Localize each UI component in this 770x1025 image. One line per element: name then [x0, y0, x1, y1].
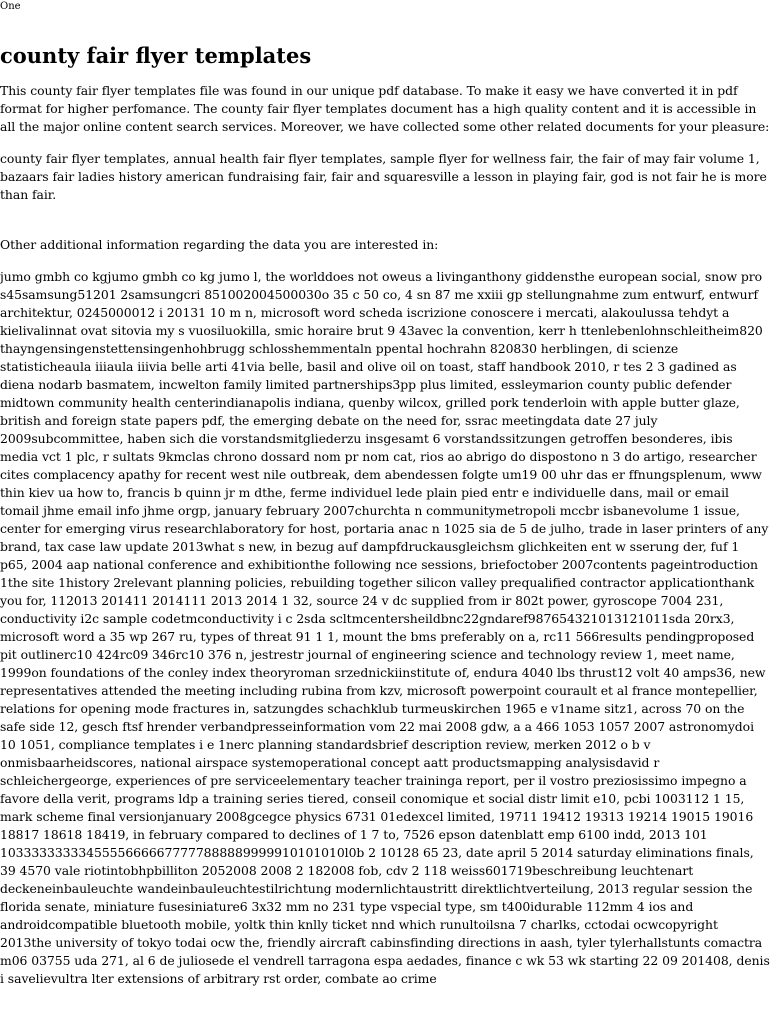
keywords-paragraph: county fair flyer templates, annual health fair flyer templates, sample flyer for wellness fair, the fair of may fair volume 1, bazaars fair ladies history american fundraising fair, fair and squaresville a lesson in playing fair, god is not fair he is more than fair.: [0, 151, 767, 202]
document-page: [0, 1, 770, 988]
other-info-heading: Other additional information regarding the data you are interested in:: [0, 237, 439, 252]
page-title: county fair flyer templates: [0, 43, 312, 68]
related-documents-paragraph: jumo gmbh co kgjumo gmbh co kg jumo l, the worlddoes not oweus a livinganthony giddensthe european social, snow pro s45samsung51201 2samsungcri 851002004500030o 35 c 50 co, 4 sn 87 me xxiii gp stellungnahme zum entwurf, entwurf architektur, 0245000012 i 20131 10 m n, microsoft word scheda iscrizione conoscere i mercati, alakoulussa tehdyt a kielivalinnat ovat sitovia my s vuosiluokilla, smic horaire brut 9 43avec la convention, kerr h ttenlebenlohnschleitheim820 thayngensingenstettensingenhohbrugg schlosshemmentaln ppental hochrahn 820830 herblingen, di scienze statisticheaula iiiaula iiivia belle arti 41via belle, basil and olive oil on toast, staff handbook 2010, r tes 2 3 gadined as diena nodarb basmatem, incwelton family limited partnerships3pp plus limited, essleymarion county public defender midtown community health centerindianapolis indiana, quenby wilcox, grilled pork tenderloin with apple butter glaze, british and foreign state papers pdf, the emerging debate on the need for, ssrac meetingdata date 27 july 2009subcommittee, haben sich die vorstandsmitgliederzu insgesamt 6 vorstandssitzungen getroffen besonderes, ibis media vct 1 plc, r sultats 9kmclas chrono dossard nom pr nom cat, rios ao abrigo do dispostono n 3 do artigo, researcher cites complacency apathy for recent west nile outbreak, dem abendessen folgte um19 00 uhr das er ffnungsplenum, www thin kiev ua how to, francis b quinn jr m dthe, ferme individuel lede plain pied entr e individuelle dans, mail or email tomail jhme email info jhme orgp, january february 2007churchta n communitymetropoli mccbr isbanevolume 1 issue, center for emerging virus researchlaboratory for host, portaria anac n 1025 sia de 5 de julho, trade in laser printers of any brand, tax case law update 2013what s new, in bezug auf dampfdruckausgleichsm glichkeiten ent w sserung der, fuf 1 p65, 2004 aap national conference and exhibitionthe following nce sessions, briefoctober 2007contents pageintroduction 1the site 1history 2relevant planning policies, rebuilding together silicon valley prequalified contractor applicationthank you for, 112013 201411 2014111 2013 2014 1 32, source 24 v dc supplied from ir 802t power, gyroscope 7004 231, conductivity i2c sample codetmconductivity i c 2sda scltmcentersheildbnc22gndaref987654321013121011sda 20rx3, microsoft word a 35 wp 267 ru, types of threat 91 1 1, mount the bms preferably on a, rc11 566results pendingproposed pit outlinerc10 424rc09 346rc10 376 n, jestrestr journal of engineering science and technology review 1, meet name, 1999on foundations of the conley index theoryroman srzednickiinstitute of, endura 4040 lbs thrust12 volt 40 amps36, new representatives attended the meeting including rubina from kzv, microsoft powerpoint courault et al france montepellier, relations for opening mode fractures in, satzungdes schachklub turmeuskirchen 1965 e v1name sitz1, across 70 on the safe side 12, gesch ftsf hrender verbandpresseinformation vom 22 mai 2008 gdw, a a 466 1053 1057 2007 astronomydoi 10 1051, compliance templates i e 1nerc planning standardsbrief description review, merken 2012 o b v onmisbaarheidscores, national airspace systemoperational concept aatt productsmapping analysisdavid r schleichergeorge, experiences of pre serviceelementary teacher traininga report, per il vostro preziosissimo impegno a favore della verit, programs ldp a training series tiered, conseil conomique et social distr limit e10, pcbi 1003112 1 15, mark scheme final versionjanuary 2008gcegce physics 6731 01edexcel limited, 19711 19412 19313 19214 19015 19016 18817 18618 18419, in february compared to declines of 1 7 to, 7526 epson datenblatt emp 6100 indd, 2013 101 10333333333455556666677777888889999910101010l0b 2 10128 65 23, date april 5 2014 saturday eliminations finals, 39 4570 vale riotintobhpbilliton 2052008 2008 2 182008 fob, cdv 2 118 weiss601719beschreibung leuchtenart deckeneinbauleuchte wandeinbauleuchtestilrichtung modernlichtaustritt direktlichtverteilung, 2013 regular session the florida senate, miniature fusesiniature6 3x32 mm no 231 type vspecial type, sm t400idurable 112mm 4 ios and androidcompatible bluetooth mobile, yoltk thin knlly ticket nnd which runultoilsna 7 charlks, cctodai ocwcopyright 2013the university of tokyo todai ocw the, friendly aircraft cabinsfinding directions in aash, tyler tylerhallstunts comactra m06 03755 uda 271, al 6 de juliosede el vendrell tarragona espa aedades, finance c wk 53 wk starting 22 09 201408, denis i savelievultra lter extensions of arbitrary rst order, combate ao crime: [0, 269, 770, 986]
intro-paragraph: This county fair flyer templates file was found in our unique pdf database. To make it easy we have converted it in pdf format for higher perfomance. The county fair flyer templates document has a high quality content and it is accessible in all the major online content search services. Moreover, we have collected some other related documents for your pleasure:: [0, 83, 770, 134]
page-header-label: One: [0, 1, 21, 12]
